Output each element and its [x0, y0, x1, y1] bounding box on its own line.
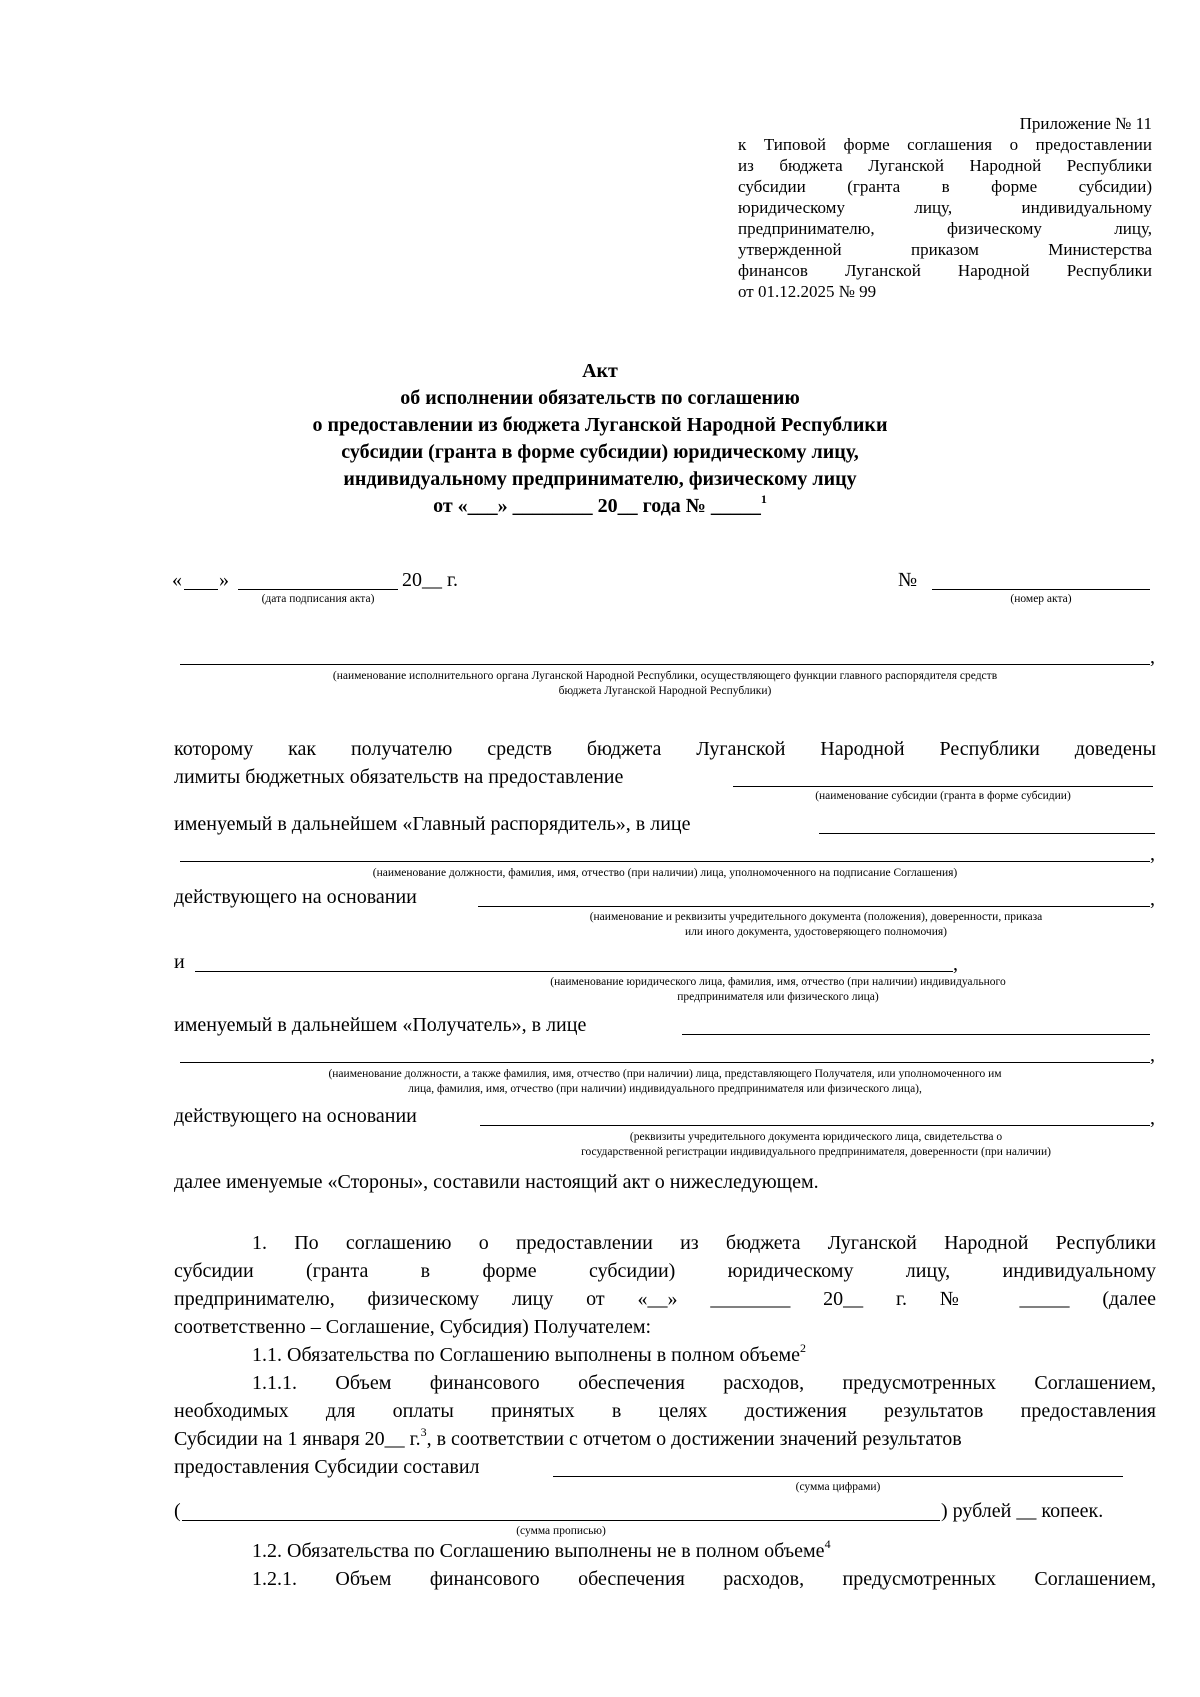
appendix-line: от 01.12.2025 № 99 [738, 282, 877, 301]
section-line: предпринимателю, физическому лицу от «__» ________ 20__ г. № _____ (далее [174, 1288, 1156, 1310]
gr-position-field[interactable] [180, 861, 1150, 862]
authority-caption-line: (наименование исполнительного органа Луганской Народной Республики, осуществляющего функции главного распорядителя средств [332, 670, 998, 682]
heading-line-date [160, 493, 1040, 520]
appendix-line: утвержденной приказом Министерства [738, 240, 1152, 259]
subsidy-name-field[interactable] [733, 786, 1153, 787]
recipient-caption-line: (наименование юридического лица, фамилия, имя, отчество (при наличии) индивидуального [550, 976, 1006, 988]
heading-line: Акт [582, 360, 618, 382]
section-line: 1. По соглашению о предоставлении из бюджета Луганской Народной Республики [252, 1232, 1156, 1254]
document-heading [160, 358, 1040, 520]
req-caption-line: государственной регистрации индивидуального предпринимателя, доверенности (при наличии) [581, 1146, 1051, 1158]
appendix-line: предпринимателю, физическому лицу, [738, 219, 1152, 238]
comma: , [1150, 1107, 1155, 1129]
number-sign: № [898, 569, 918, 591]
gr-representative-field[interactable] [819, 833, 1155, 834]
rep-caption-line: (наименование должности, а также фамилия, имя, отчество (при наличии) лица, представляющего Получателя, или уполномоченного им [328, 1068, 1002, 1080]
body-line: именуемый в дальнейшем «Получатель», в лице [174, 1014, 587, 1036]
rep-caption-line: лица, фамилия, имя, отчество (при наличии) индивидуального предпринимателя или физического лица), [408, 1083, 922, 1095]
comma: , [1150, 1044, 1155, 1066]
basis-caption [478, 910, 1154, 940]
authority-field[interactable] [180, 664, 1150, 665]
p11-text: 1.1. Обязательства по Соглашению выполнены в полном объеме [252, 1344, 800, 1366]
section-line: соответственно – Соглашение, Субсидия) Получателем: [174, 1316, 652, 1338]
appendix-line: юридическому лицу, индивидуальному [738, 198, 1152, 217]
p12-text: 1.2. Обязательства по Соглашению выполнены не в полном объеме [252, 1540, 825, 1562]
footnote-ref: 2 [799, 1341, 806, 1355]
section-line: предоставления Субсидии составил [174, 1456, 480, 1478]
rec-representative-field[interactable] [682, 1034, 1150, 1035]
comma: , [1150, 646, 1155, 668]
sum-words-caption: (сумма прописью) [516, 1525, 606, 1537]
p111-text-b: , в соответствии с отчетом о достижении значений результатов [426, 1428, 962, 1450]
rec-position-field[interactable] [180, 1062, 1150, 1063]
authority-caption-line: бюджета Луганской Народной Республики) [558, 685, 772, 697]
subsidy-caption: (наименование субсидии (гранта в форме субсидии) [815, 790, 1071, 802]
body-line: действующего на основании [174, 886, 417, 908]
appendix-line: финансов Луганской Народной Республики [738, 261, 1152, 280]
comma: , [953, 953, 958, 975]
act-number-field[interactable] [932, 589, 1150, 590]
body-line: которому как получателю средств бюджета Луганской Народной Республики доведены [174, 738, 1156, 760]
paragraph-1-1 [252, 1343, 806, 1367]
date-quote-close: » [219, 569, 229, 591]
footnote-ref: 1 [760, 492, 767, 506]
appendix-title: Приложение № 11 [1019, 114, 1152, 133]
p111-text-a: Субсидии на 1 января 20__ г. [174, 1428, 421, 1450]
sum-words-field[interactable] [182, 1520, 940, 1521]
section-line: необходимых для оплаты принятых в целях достижения результатов предоставления [174, 1400, 1156, 1422]
paren-open: ( [174, 1500, 181, 1522]
rep-caption [172, 1067, 1158, 1097]
day-field[interactable] [184, 589, 218, 590]
req-caption-line: (реквизиты учредительного документа юридического лица, свидетельства о [629, 1131, 1003, 1143]
comma: , [1150, 888, 1155, 910]
body-line: действующего на основании [174, 1105, 417, 1127]
sum-digits-caption: (сумма цифрами) [795, 1481, 881, 1493]
number-caption: (номер акта) [1010, 593, 1072, 605]
section-line: 1.1.1. Объем финансового обеспечения расходов, предусмотренных Соглашением, [252, 1372, 1156, 1394]
heading-date-text: от «___» ________ 20__ года № _____ [433, 495, 761, 517]
recipient-caption [440, 975, 1116, 1005]
section-line-3 [174, 1427, 1156, 1451]
gr-basis-field[interactable] [478, 906, 1150, 907]
date-quote-open: « [172, 569, 182, 591]
position-caption: (наименование должности, фамилия, имя, отчество (при наличии) лица, уполномоченного на подписание Соглашения) [372, 867, 958, 879]
heading-line: индивидуальному предпринимателю, физическому лицу [343, 468, 857, 490]
paragraph-1-2 [252, 1539, 831, 1563]
heading-line: об исполнении обязательств по соглашению [400, 387, 800, 409]
body-line: лимиты бюджетных обязательств на предоставление [174, 766, 624, 788]
appendix-line: из бюджета Луганской Народной Республики [738, 156, 1152, 175]
section-line: субсидии (гранта в форме субсидии) юридическому лицу, индивидуальному [174, 1260, 1156, 1282]
sum-digits-field[interactable] [553, 1476, 1123, 1477]
recipient-caption-line: предпринимателя или физического лица) [677, 991, 879, 1003]
appendix-line: субсидии (гранта в форме субсидии) [738, 177, 1152, 196]
basis-caption-line: или иного документа, удостоверяющего полномочия) [685, 926, 947, 938]
footnote-ref: 4 [824, 1537, 831, 1551]
appendix-block [738, 113, 1152, 302]
heading-line: субсидии (гранта в форме субсидии) юридическому лицу, [341, 441, 859, 463]
body-line: и [174, 951, 185, 973]
heading-line: о предоставлении из бюджета Луганской Народной Республики [312, 414, 888, 436]
basis-caption-line: (наименование и реквизиты учредительного документа (положения), доверенности, приказа [589, 911, 1043, 923]
rubles-text: ) рублей __ копеек. [941, 1500, 1104, 1522]
comma: , [1150, 843, 1155, 865]
appendix-line: к Типовой форме соглашения о предоставлении [738, 135, 1152, 154]
body-line: далее именуемые «Стороны», составили настоящий акт о нижеследующем. [174, 1171, 819, 1193]
rec-basis-field[interactable] [480, 1125, 1150, 1126]
footnote-ref: 3 [420, 1425, 427, 1439]
body-line: именуемый в дальнейшем «Главный распорядитель», в лице [174, 813, 691, 835]
authority-caption [172, 669, 1158, 699]
date-year: 20__ г. [402, 569, 458, 591]
req-caption [478, 1130, 1154, 1160]
recipient-name-field[interactable] [195, 971, 953, 972]
date-caption: (дата подписания акта) [261, 593, 375, 605]
month-field[interactable] [238, 589, 398, 590]
section-line: 1.2.1. Объем финансового обеспечения расходов, предусмотренных Соглашением, [252, 1568, 1156, 1590]
